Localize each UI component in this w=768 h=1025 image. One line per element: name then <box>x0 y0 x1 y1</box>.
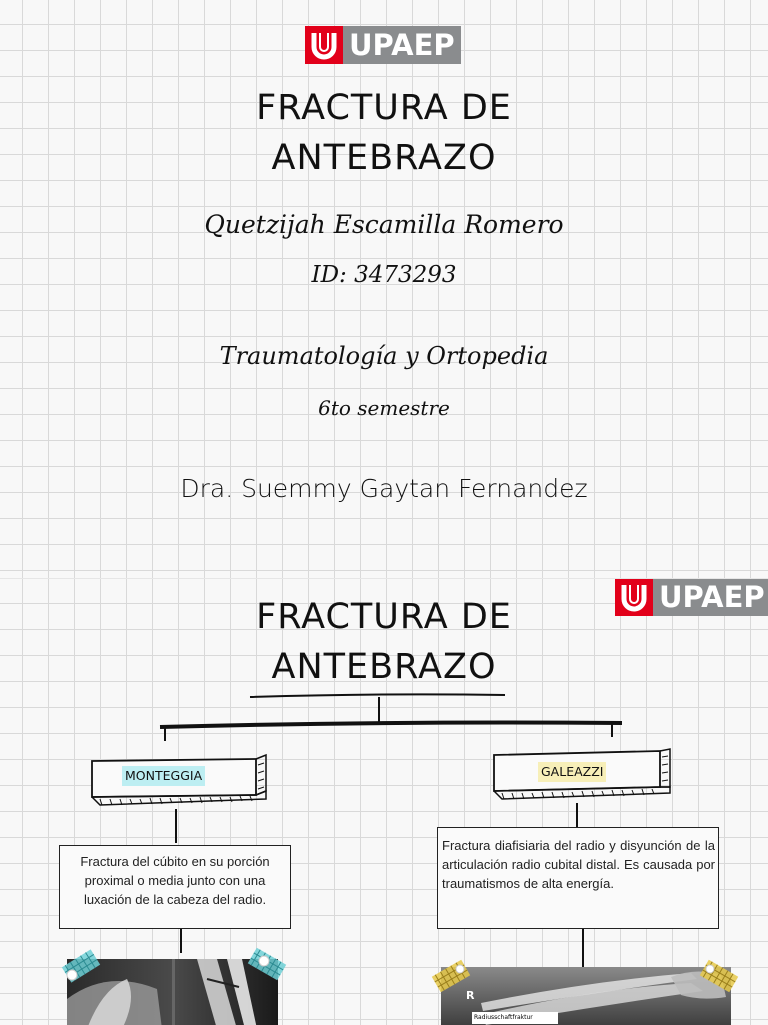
galeazzi-xray-caption: Radiusschaftfraktur <box>472 1012 558 1024</box>
diagram-title-line2: ANTEBRAZO <box>271 647 497 687</box>
cover-teacher: Dra. Suemmy Gaytan Fernandez <box>180 474 588 503</box>
cover-student-name: Quetzijah Escamilla Romero <box>204 210 564 239</box>
yellow-tape-right <box>696 957 742 997</box>
monteggia-label: MONTEGGIA <box>122 766 205 786</box>
diagram-page <box>0 578 768 1025</box>
upaep-logo <box>305 26 461 64</box>
galeazzi-description: Fractura diafisiaria del radio y disyunción de la articulación radio cubital distal. Es causada por traumatismos de alta energía. <box>437 827 719 929</box>
galeazzi-label: GALEAZZI <box>538 762 606 782</box>
upaep-logo-word: UPAEP <box>343 26 461 64</box>
diagram-title-line1: FRACTURA DE <box>256 597 512 637</box>
upaep-logo-word: UPAEP <box>653 578 768 616</box>
monteggia-description: Fractura del cúbito en su porción proximal o media junto con una luxación de la cabeza del radio. <box>59 845 291 929</box>
cover-title-line2: ANTEBRAZO <box>271 138 497 178</box>
cyan-tape-left <box>58 947 104 987</box>
cyan-tape-right <box>244 945 290 985</box>
cover-title-line1: FRACTURA DE <box>256 88 512 128</box>
yellow-tape-left <box>428 957 474 997</box>
cover-course: Traumatología y Ortopedia <box>219 342 549 370</box>
upaep-logo-mark <box>305 26 343 64</box>
galeazzi-xray-marker: R <box>466 989 475 1002</box>
cover-student-id: ID: 3473293 <box>311 262 457 288</box>
cover-semester: 6to semestre <box>318 396 450 420</box>
